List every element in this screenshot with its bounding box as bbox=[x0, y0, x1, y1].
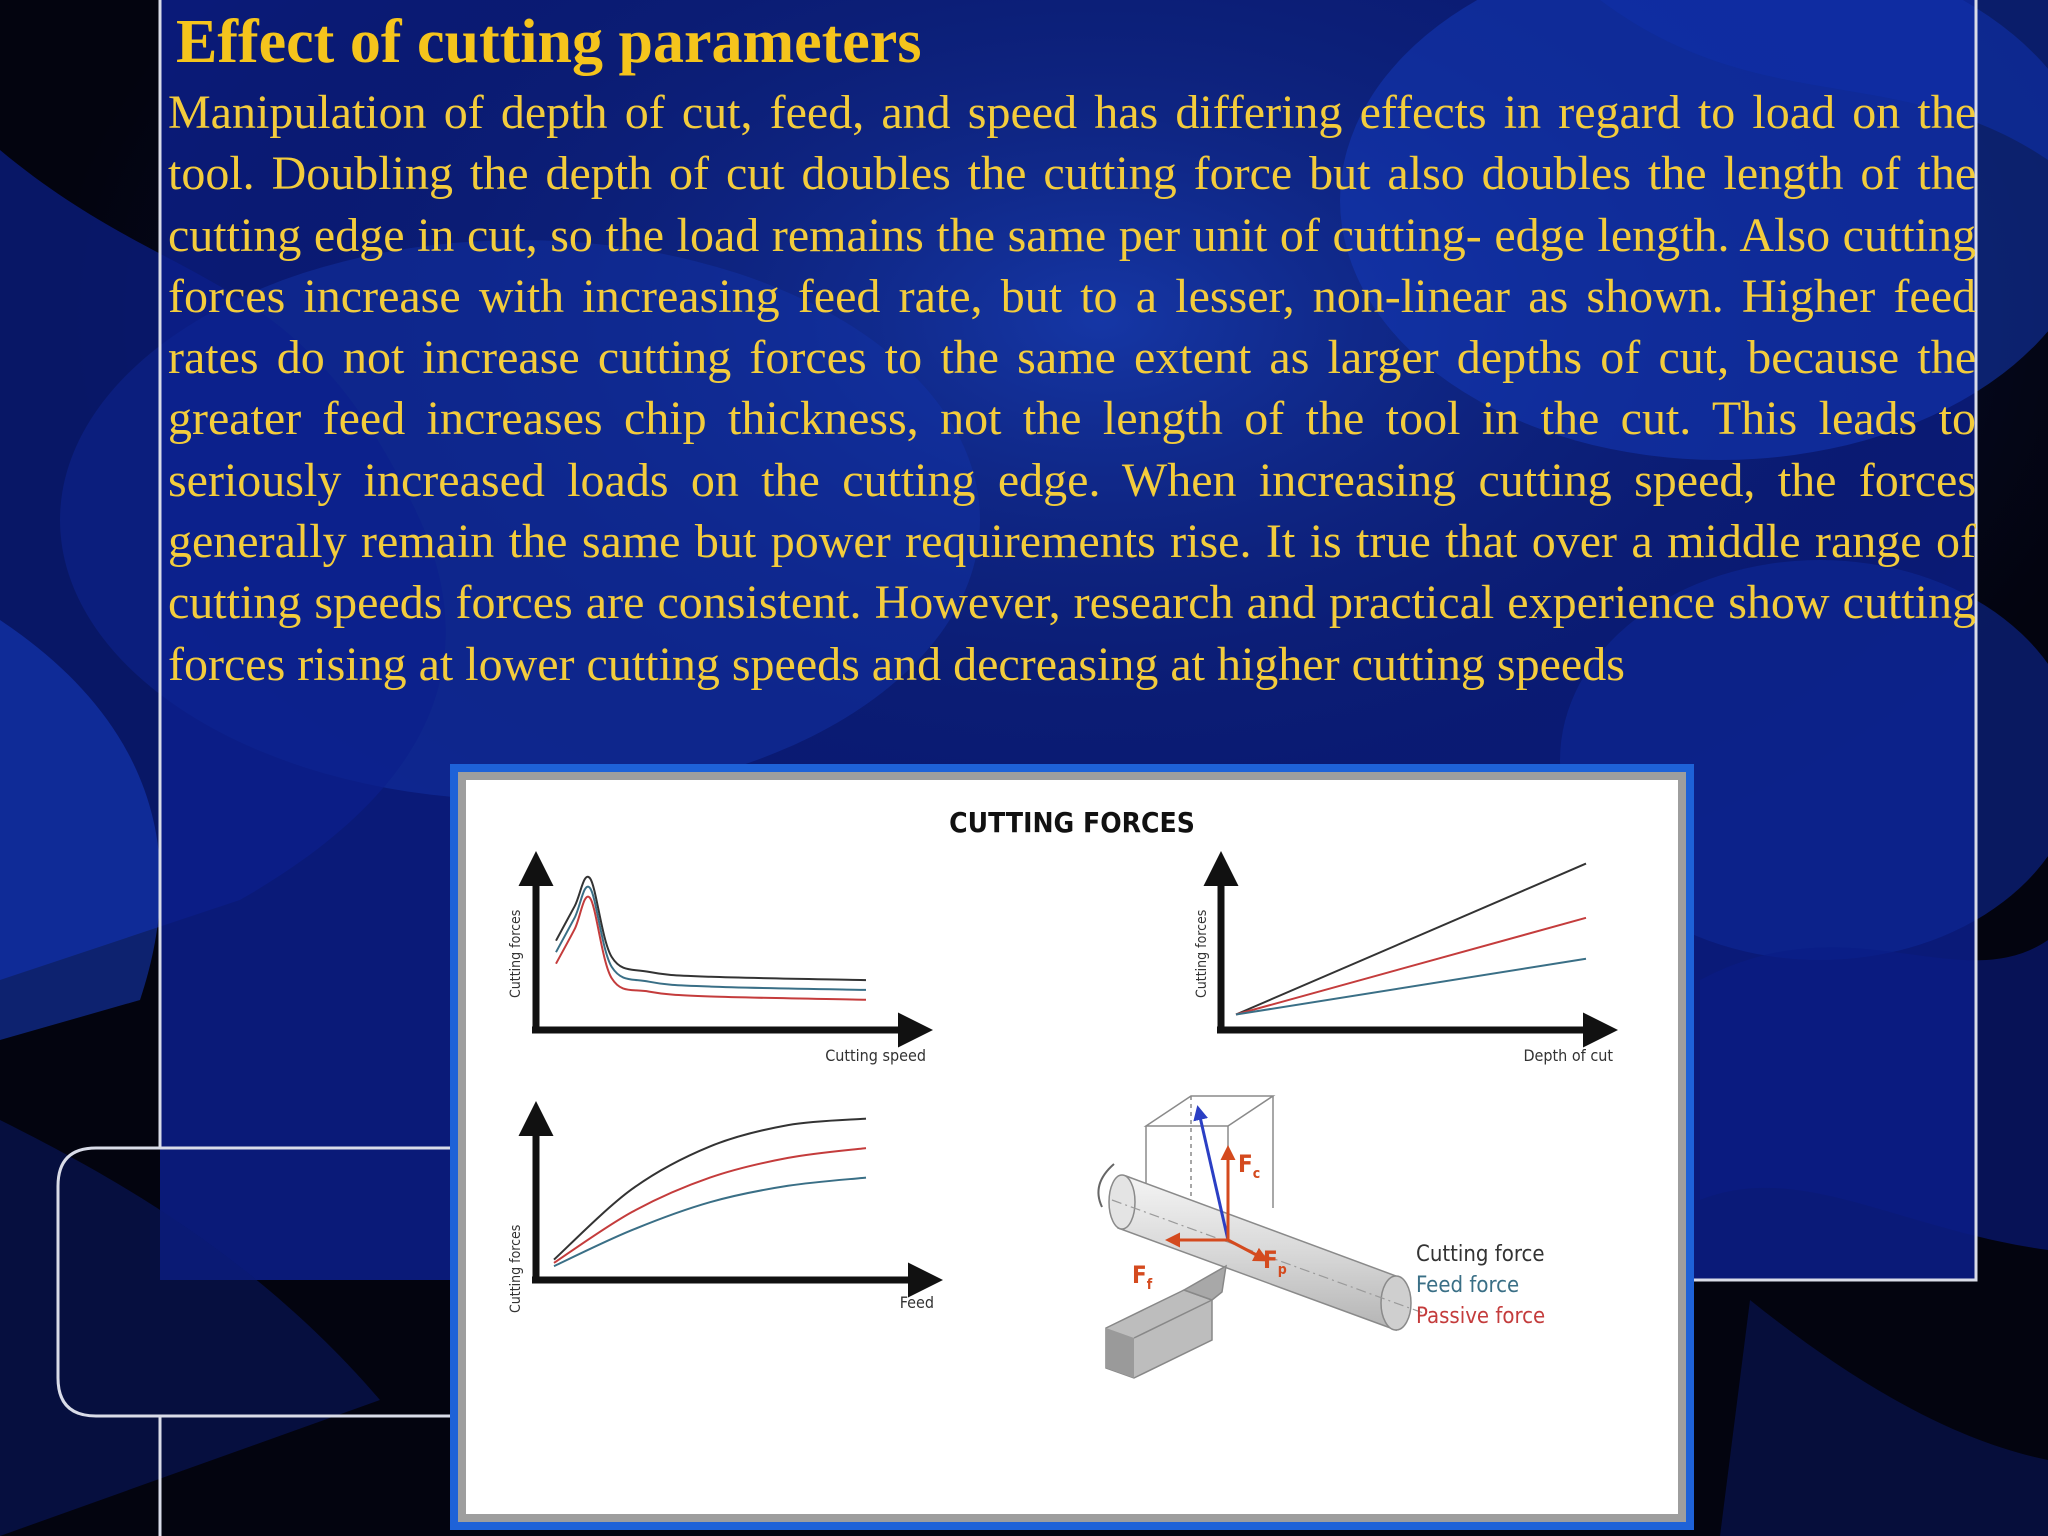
panel-cutting-speed bbox=[508, 858, 926, 1065]
series-line-passive-force bbox=[556, 897, 866, 1000]
ff-label: $F_f$ bbox=[1132, 1261, 1153, 1293]
y-axis-label: Cutting forces bbox=[508, 1224, 524, 1313]
figure-canvas bbox=[458, 772, 1686, 1522]
series-line-feed-force bbox=[554, 1178, 866, 1267]
legend-passive-force: Passive force bbox=[1416, 1304, 1546, 1329]
cutting-forces-figure bbox=[450, 764, 1694, 1530]
x-axis-label: Depth of cut bbox=[1523, 1046, 1613, 1065]
figure-title: CUTTING FORCES bbox=[949, 806, 1195, 839]
y-axis-label: Cutting forces bbox=[508, 909, 524, 998]
series-line-passive-force bbox=[554, 1148, 866, 1263]
x-axis-label: Feed bbox=[899, 1293, 934, 1312]
panel-depth-of-cut bbox=[1194, 858, 1613, 1065]
series-line-feed-force bbox=[556, 887, 866, 990]
y-axis-label: Cutting forces bbox=[1194, 909, 1210, 998]
legend-feed-force: Feed force bbox=[1416, 1273, 1520, 1298]
series-line-cutting-force bbox=[1236, 864, 1586, 1015]
fc-label: $F_c$ bbox=[1238, 1150, 1261, 1182]
panel-feed bbox=[508, 1108, 936, 1313]
series-line-cutting-force bbox=[554, 1119, 866, 1260]
legend bbox=[1416, 1242, 1545, 1329]
turning-force-diagram bbox=[1098, 1096, 1426, 1378]
x-axis-label: Cutting speed bbox=[825, 1046, 926, 1065]
slide-body-text: Manipulation of depth of cut, feed, and speed has differing effects in regard to load on the tool. Doubling the depth of cut doubles the cutting force but also doubles the length of the cutting edge in cut, so the load remains the same per unit of cutting- edge length. Also cutting forces increase with increasing feed rate, but to a lesser, non-linear as shown. Higher feed rates do not increase cutting forces to the same extent as larger depths of cut, because the greater feed increases chip thickness, not the length of the tool in the cut. This leads to seriously increased loads on the cutting edge. When increasing cutting speed, the forces generally remain the same but power requirements rise. It is true that over a middle range of cutting speeds forces are consistent. However, research and practical experience show cutting forces rising at lower cutting speeds and decreasing at higher cutting speeds bbox=[168, 86, 1976, 691]
slide-title: Effect of cutting parameters bbox=[176, 8, 922, 76]
legend-cutting-force: Cutting force bbox=[1416, 1242, 1545, 1267]
series-line-cutting-force bbox=[556, 877, 866, 980]
cutting-tool bbox=[1106, 1266, 1226, 1378]
fp-label: $F_p$ bbox=[1263, 1246, 1287, 1278]
cutting-forces-chart bbox=[466, 780, 1678, 1514]
